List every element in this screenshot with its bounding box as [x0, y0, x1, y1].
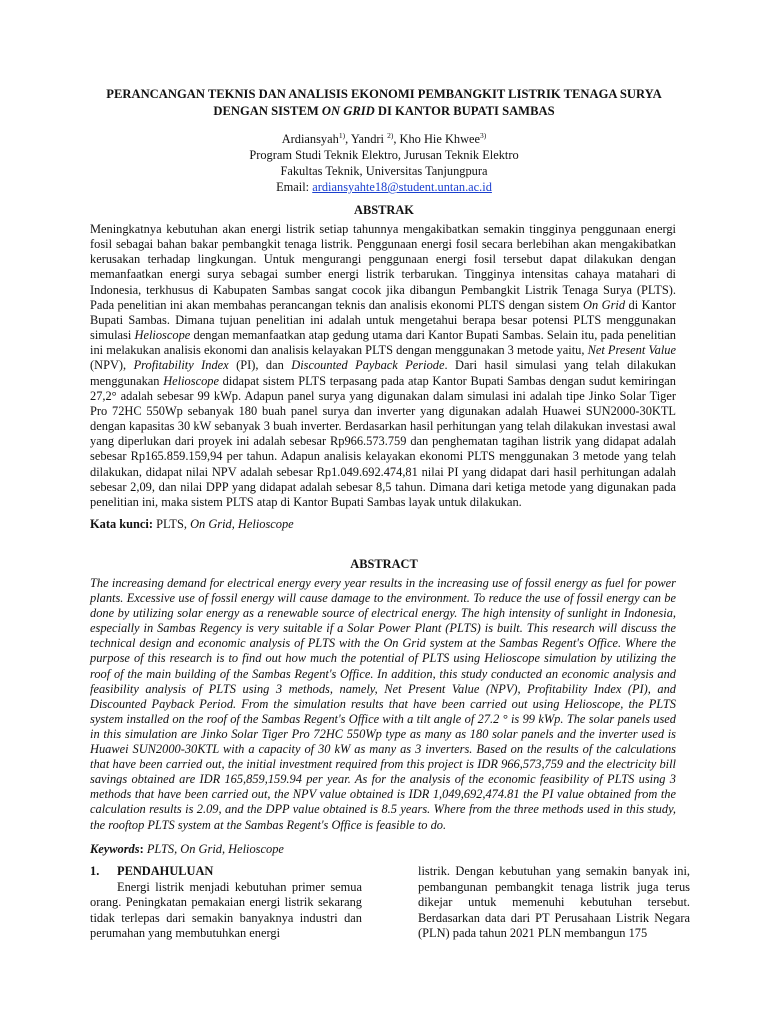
program-line: Program Studi Teknik Elektro, Jurusan Teknik Elektro [249, 148, 519, 163]
author-2: Yandri [350, 132, 388, 147]
keywords-label: Keywords [90, 842, 140, 856]
author-3-affiliation: 3) [480, 131, 487, 140]
title-line-2-suffix: DI KANTOR BUPATI SAMBAS [374, 104, 555, 118]
abstrak-text: dengan memanfaatkan atap gedung utama dari Kantor Bupati Sambas. Selain itu, pada penelitian ini melakukan analisis ekonomi dan analisis kelayakan PLTS dengan menggunakan 3 metode yaitu, [90, 328, 676, 358]
author-3: Kho Hie Khwee [399, 132, 481, 147]
author-separator: , [345, 132, 351, 147]
author-2-affiliation: 2) [387, 131, 394, 140]
abstrak-italic-term: Helioscope [134, 328, 191, 343]
keywords-colon: : [139, 842, 144, 856]
kata-kunci-italic: On Grid, Helioscope [190, 517, 294, 531]
keywords-italic: PLTS, On Grid, Helioscope [143, 842, 284, 856]
section-heading [90, 864, 362, 880]
abstract-heading: ABSTRACT [350, 557, 418, 571]
paper-title [80, 86, 688, 120]
abstrak-body [90, 222, 676, 510]
abstrak-italic-term: Discounted Payback Periode [291, 358, 445, 373]
abstrak-italic-term: Profitability Index [133, 358, 229, 373]
email-label: Email: [276, 180, 313, 195]
column-left [90, 864, 362, 942]
abstrak-text: didapat sistem PLTS terpasang pada atap Kantor Bupati Sambas dengan sudut kemiringan 27,2° adalah sebesar 99 kWp. Adapun panel surya yang digunakan dalam simulasi ini adalah tipe Jinko Solar Tiger Pro 72HC 550Wp sebanyak 180 buah panel surya dan inverter yang digunakan adalah Huawei SUN2000-30KTL dengan kapasitas 30 kW sebanyak 3 buah inverter. Berdasarkan hasil perhitungan yang telah dilakukan investasi awal yang diperlukan dari proyek ini adalah sebesar Rp966.573.759 dan penghematan tagihan listrik yang didapat adalah sebesar Rp165.859.159,94 per tahun. Adapun analisis kelayakan ekonomi PLTS menggunakan 3 metode yang telah dilakukan, didapat nilai NPV adalah sebesar Rp1.049.692.474,81 nilai PI yang didapat dari hasil perhitungan adalah sebesar 2,09, dan nilai DPP yang didapat adalah sebesar 8,5 tahun. Dimana dari ketiga metode yang digunakan pada penelitian ini, maka sistem PLTS atap di Kantor Bupati Sambas layak untuk dilakukan. [90, 373, 676, 509]
abstrak-text: . Dari hasil simulasi yang telah dilakukan menggunakan [90, 358, 676, 388]
column-right [418, 864, 690, 942]
kata-kunci-line [90, 517, 294, 532]
author-1-affiliation: 1) [338, 131, 346, 140]
intro-paragraph-right: listrik. Dengan kebutuhan yang semakin banyak ini, pembangunan pembangkit tenaga listrik juga terus dikejar untuk memenuhi kebutuhan tersebut. Berdasarkan data dari PT Perusahaan Listrik Negara (PLN) pada tahun 2021 PLN membangun 175 [418, 864, 690, 940]
kata-kunci-text: PLTS, [153, 517, 191, 531]
faculty-line: Fakultas Teknik, Universitas Tanjungpura [280, 164, 488, 179]
abstrak-italic-term: Helioscope [163, 373, 219, 388]
abstrak-italic-term: Net Present Value [587, 343, 676, 358]
intro-paragraph-left: Energi listrik menjadi kebutuhan primer semua orang. Peningkatan pemakaian energi listrik sekarang tidak terlepas dari semakin banyaknya industri dan perumahan yang membutuhkan energi [90, 879, 362, 940]
keywords-line [90, 842, 284, 857]
abstrak-text: Meningkatnya kebutuhan akan energi listrik setiap tahunnya mengakibatkan semakin tingginya penggunaan energi fosil sebagai bahan bakar pembangkit tenaga listrik. Penggunaan energi fosil secara berlebihan akan mengakibatkan kerusakan terhadap lingkungan. Untuk mengurangi penggunaan energi fosil tersebut dapat dilakukan dengan memanfaatkan energi surya sebagai sumber energi listrik terbarukan. Tingginya intensitas cahaya matahari di Indonesia, terkhusus di Kabupaten Sambas sangat cocok jika dibangun Pembangkit Listrik Tenaga Surya (PLTS). Pada penelitian ini akan membahas perancangan teknis dan analisis ekonomi PLTS dengan sistem [90, 222, 676, 312]
abstrak-italic-term: On Grid [583, 297, 626, 312]
author-1: Ardiansyah [281, 132, 339, 147]
abstrak-text: (PI), dan [228, 358, 292, 373]
abstrak-text: (NPV), [90, 358, 134, 373]
title-line-2-prefix: DENGAN SISTEM [213, 104, 322, 118]
title-line-2 [80, 103, 688, 120]
abstrak-heading: ABSTRAK [354, 203, 414, 217]
author-block [100, 128, 668, 195]
section-title: PENDAHULUAN [117, 864, 214, 878]
abstrak-text: di Kantor Bupati Sambas. Dimana tujuan penelitian ini adalah untuk mengetahui berapa besar potensi PLTS menggunakan simulasi [90, 297, 676, 343]
author-names [100, 128, 668, 147]
title-line-2-italic: ON GRID [321, 104, 375, 118]
email-line [100, 179, 668, 195]
author-separator: , [393, 132, 400, 147]
section-number: 1. [90, 864, 100, 878]
title-line-1: PERANCANGAN TEKNIS DAN ANALISIS EKONOMI PEMBANGKIT LISTRIK TENAGA SURYA [106, 87, 662, 101]
kata-kunci-label: Kata kunci: [90, 517, 153, 531]
email-link[interactable]: ardiansyahte18@student.untan.ac.id [312, 180, 492, 195]
abstract-body: The increasing demand for electrical energy every year results in the increasing use of fossil energy as fuel for power plants. Excessive use of fossil energy will cause damage to the environment. To reduce the use of fossil energy can be done by utilizing solar energy as a renewable source of electrical energy. The high intensity of sunlight in Indonesia, especially in Sambas Regency is very suitable if a Solar Power Plant (PLTS) is built. This research will discuss the technical design and economic analysis of PLTS with the On Grid system at the Sambas Regent's Office. Where the purpose of this research is to find out how much the potential of PLTS using Helioscope simulation by utilizing the roof of the main building of the Sambas Regent's Office. In addition, this study conducted an economic analysis and feasibility analysis of PLTS using 3 methods, namely, Net Present Value (NPV), Profitability Index (PI), and Discounted Payback Period. From the simulation results that have been carried out using Helioscope, the PLTS system installed on the roof of the Sambas Regent's Office with a tilt angle of 27.2 ° is 99 kWp. The solar panels used in this simulation are Jinko Solar Tiger Pro 72HC 550Wp type as many as 180 solar panels and the inverter used is Huawei SUN2000-30KTL with a capacity of 30 kW as many as 3 inverters. Based on the results of the calculations that have been carried out, the initial investment required from this project is IDR 966,573,759 and the electricity bill savings obtained are IDR 165,859,159.94 per year. As for the analysis of the economic feasibility of PLTS using 3 methods that have been carried out, the NPV value obtained is IDR 1,049,692,474.81 the PI value obtained from the calculation results is 2.09, and the DPP value obtained is 8.5 years. Where from the three methods used in this study, the rooftop PLTS system at the Sambas Regent's Office is feasible to do. [90, 576, 676, 832]
